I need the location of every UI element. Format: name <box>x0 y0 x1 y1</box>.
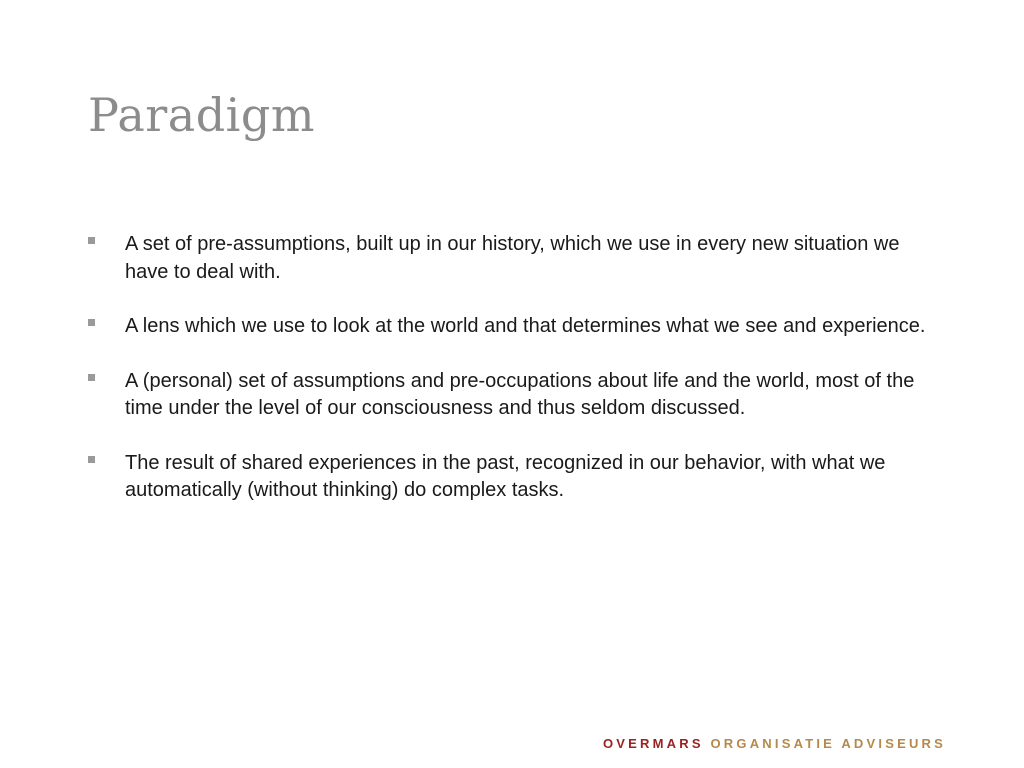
bullet-item <box>88 450 948 505</box>
bullet-text: A lens which we use to look at the world and that determines what we see and experience. <box>125 315 926 337</box>
brand-name-organisatie-adviseurs: ORGANISATIE ADVISEURS <box>710 736 946 751</box>
slide-title: Paradigm <box>88 88 315 142</box>
square-bullet-icon <box>88 237 95 244</box>
bullet-item <box>88 313 948 341</box>
bullet-list <box>88 231 948 532</box>
square-bullet-icon <box>88 319 95 326</box>
bullet-item <box>88 368 948 423</box>
brand-name-overmars: OVERMARS <box>602 736 704 751</box>
bullet-text: A set of pre-assumptions, built up in our history, which we use in every new situation we have to deal with. <box>125 233 900 283</box>
company-logo-text <box>603 737 946 750</box>
bullet-text: The result of shared experiences in the past, recognized in our behavior, with what we automatically (without thinking) do complex tasks. <box>125 451 886 501</box>
bullet-item <box>88 231 948 286</box>
bullet-text: A (personal) set of assumptions and pre-occupations about life and the world, most of the time under the level of our consciousness and thus seldom discussed. <box>125 369 915 419</box>
square-bullet-icon <box>88 374 95 381</box>
square-bullet-icon <box>88 456 95 463</box>
